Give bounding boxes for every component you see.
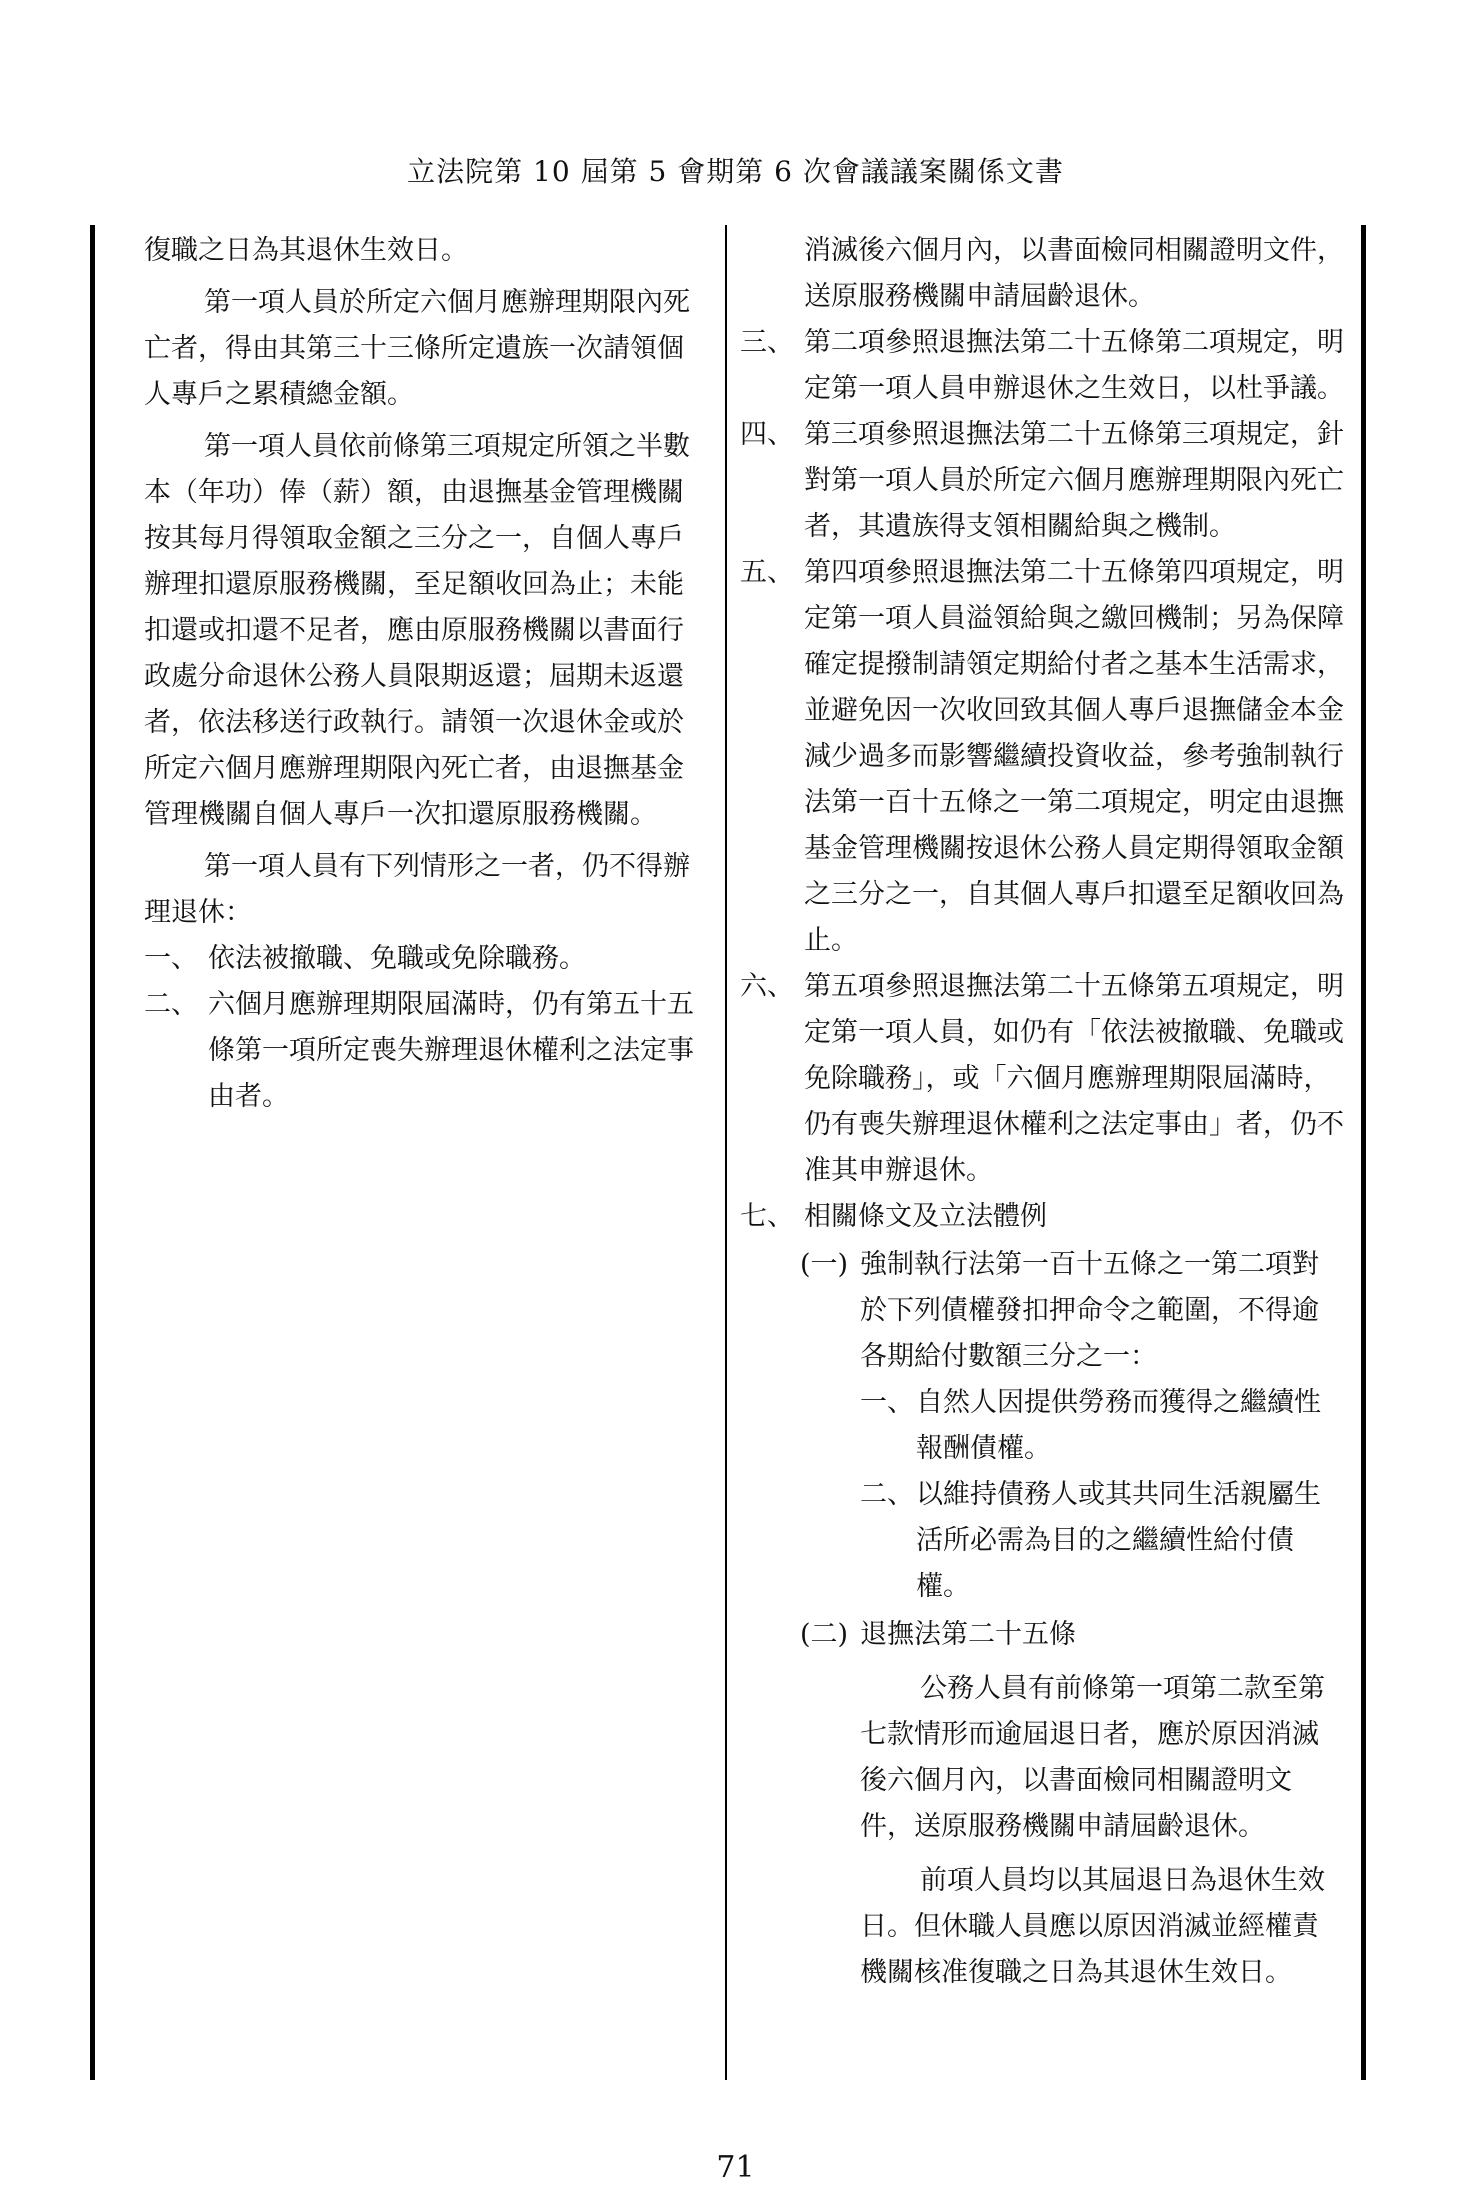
related-law-item [740, 1612, 1345, 1658]
statute-column [144, 228, 710, 1120]
item-number: 五、 [740, 557, 794, 588]
subitem-text: 強制執行法第一百十五條之一第二項對於下列債權發扣押命令之範圍，不得逾各期給付數額三分之一： [860, 1249, 1319, 1372]
law-clause [740, 1380, 1345, 1472]
page-number: 71 [716, 2150, 755, 2185]
statute-paragraph: 第一項人員依前條第三項規定所領之半數本（年功）俸（薪）額，由退撫基金管理機關按其每月得領取金額之三分之一，自個人專戶辦理扣還原服務機關，至足額收回為止；未能扣還或扣還不足者，應由原服務機關以書面行政處分命退休公務人員限期返還；屆期未返還者，依法移送行政執行。請領一次退休金或於所定六個月應辦理期限內死亡者，由退撫基金管理機關自個人專戶一次扣還原服務機關。 [144, 431, 690, 830]
item-text: 第五項參照退撫法第二十五條第五項規定，明定第一項人員，如仍有「依法被撤職、免職或免除職務」，或「六個月應辦理期限屆滿時，仍有喪失辦理退休權利之法定事由」者，仍不准其申辦退休。 [804, 971, 1344, 1186]
law-paragraph: 公務人員有前條第一項第二款至第七款情形而逾屆退日者，應於原因消滅後六個月內，以書面檢同相關證明文件，送原服務機關申請屆齡退休。 [860, 1673, 1325, 1842]
list-number: 二、 [144, 989, 198, 1020]
clause-number: 一、 [860, 1387, 914, 1418]
list-text: 依法被撤職、免職或免除職務。 [208, 943, 586, 974]
explanation-column [740, 228, 1345, 1996]
subitem-number: (一) [800, 1249, 849, 1280]
column-divider [725, 225, 727, 2080]
item-number: 三、 [740, 327, 794, 358]
statute-paragraph: 復職之日為其退休生效日。 [144, 235, 468, 266]
document-header: 立法院第 10 屆第 5 會期第 6 次會議議案關係文書 [407, 155, 1064, 188]
item-number: 七、 [740, 1201, 794, 1232]
right-border-rule [1361, 225, 1366, 2080]
statute-paragraph: 第一項人員有下列情形之一者，仍不得辦理退休： [144, 851, 690, 928]
item-text: 第四項參照退撫法第二十五條第四項規定，明定第一項人員溢領給與之繳回機制；另為保障確定提撥制請領定期給付者之基本生活需求，並避免因一次收回致其個人專戶退撫儲金本金減少過多而影響繼續投資收益，參考強制執行法第一百十五條之一第二項規定，明定由退撫基金管理機關按退休公務人員定期得領取金額之三分之一，自其個人專戶扣還至足額收回為止。 [804, 557, 1344, 956]
explanation-item [740, 964, 1345, 1194]
statute-paragraph: 第一項人員於所定六個月應辦理期限內死亡者，得由其第三十三條所定遺族一次請領個人專戶之累積總金額。 [144, 287, 690, 410]
list-text: 六個月應辦理期限屆滿時，仍有第五十五條第一項所定喪失辦理退休權利之法定事由者。 [208, 989, 694, 1112]
list-number: 一、 [144, 943, 198, 974]
item-number: 六、 [740, 971, 794, 1002]
subitem-number: (二) [800, 1619, 849, 1650]
explanation-item [740, 550, 1345, 964]
explanation-continuation: 消滅後六個月內，以書面檢同相關證明文件，送原服務機關申請屆齡退休。 [804, 235, 1344, 312]
item-number: 四、 [740, 419, 794, 450]
explanation-item [740, 320, 1345, 412]
clause-text: 以維持債務人或其共同生活親屬生活所必需為目的之繼續性給付債權。 [916, 1479, 1321, 1602]
statute-list-item [144, 982, 710, 1120]
clause-text: 自然人因提供勞務而獲得之繼續性報酬債權。 [916, 1387, 1321, 1464]
left-border-rule [90, 225, 95, 2080]
law-clause [740, 1472, 1345, 1610]
item-text: 第二項參照退撫法第二十五條第二項規定，明定第一項人員申辦退休之生效日，以杜爭議。 [804, 327, 1344, 404]
statute-list-item [144, 936, 710, 982]
item-text: 第三項參照退撫法第二十五條第三項規定，針對第一項人員於所定六個月應辦理期限內死亡者，其遺族得支領相關給與之機制。 [804, 419, 1344, 542]
item-text: 相關條文及立法體例 [804, 1201, 1047, 1232]
explanation-item [740, 412, 1345, 550]
related-law-item [740, 1242, 1345, 1380]
subitem-text: 退撫法第二十五條 [860, 1619, 1076, 1650]
explanation-item [740, 1194, 1345, 1240]
law-paragraph: 前項人員均以其屆退日為退休生效日。但休職人員應以原因消滅並經權責機關核准復職之日為其退休生效日。 [860, 1865, 1325, 1988]
clause-number: 二、 [860, 1479, 914, 1510]
